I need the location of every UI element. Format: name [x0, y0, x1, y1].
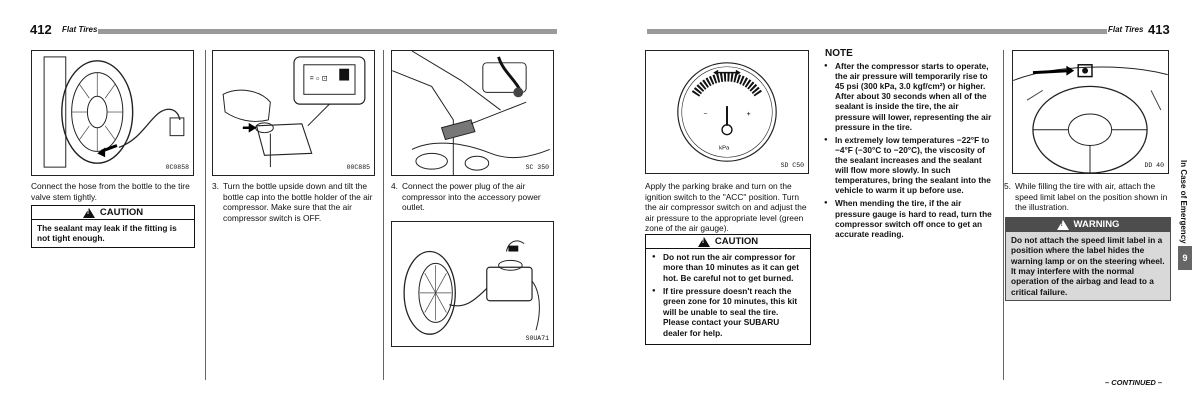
figure-pressure-gauge	[645, 50, 809, 174]
column-divider	[383, 50, 384, 380]
step-number: 3.	[212, 181, 219, 191]
header-rule-right	[647, 29, 1107, 34]
dashboard-illustration	[1013, 51, 1168, 173]
warning-title: WARNING	[1073, 219, 1120, 231]
figure-code: DD 40	[1144, 162, 1164, 170]
gauge-plus-label: +	[746, 110, 751, 118]
instruction-hose: Connect the hose from the bottle to the tire valve stem tightly.	[31, 181, 190, 202]
figure-code: 0C0858	[165, 164, 189, 172]
step-text: While filling the tire with air, attach the speed limit label on the position shown in the illustration.	[1015, 181, 1168, 212]
chapter-tab: 9	[1178, 246, 1192, 270]
note-item: ● In extremely low temperatures −22°F to −4°F (−30°C to −20°C), the viscosity of the sealant increases and the sealant will flow more slowly. In such temperatures, bring the sealant into the vehicle to warm it up before use.	[823, 135, 993, 196]
warning-box-speed-label	[1005, 217, 1171, 301]
svg-text:= ○ ⊡: = ○ ⊡	[309, 75, 328, 83]
figure-hose-valve	[31, 50, 194, 176]
pressure-gauge-illustration	[646, 51, 808, 173]
column-divider	[1003, 50, 1004, 380]
compressor-tire-illustration	[392, 222, 553, 346]
caution-box-compressor	[645, 234, 811, 345]
note-title: NOTE	[825, 48, 853, 59]
figure-compressor-tire	[391, 221, 554, 347]
warning-triangle-icon	[83, 208, 95, 218]
step-5	[1004, 181, 1171, 213]
bottle-holder-illustration	[213, 51, 374, 175]
figure-speed-label	[1012, 50, 1169, 174]
caution-header	[646, 235, 810, 249]
figure-bottle-holder	[212, 50, 375, 176]
section-title-right: Flat Tires	[1108, 25, 1144, 34]
figure-code: 00C885	[346, 164, 370, 172]
continued-label: – CONTINUED –	[1105, 378, 1163, 387]
warning-triangle-icon	[698, 237, 710, 247]
caution-item: ● Do not run the air compressor for more than 10 minutes as it can get hot. Be careful not to get burned.	[651, 252, 805, 283]
warning-text: Do not attach the speed limit label in a position where the label hides the warning lamp or on the steering wheel. It may interfere with the normal operation of the airbag and lead to a critical failure.	[1006, 232, 1170, 300]
instruction-apply-brake: Apply the parking brake and turn on the ignition switch to the "ACC" position. Turn the air compressor switch on and adjust the air pressure to the appropriate level (green zone of the air gauge).	[645, 181, 807, 233]
caution-item: ● If tire pressure doesn't reach the green zone for 10 minutes, this kit will be unable to seal the tire. Please contact your SUBARU dealer for help.	[651, 286, 805, 338]
step-number: 5.	[1004, 181, 1011, 191]
figure-code: SD C50	[780, 162, 804, 170]
section-title-left: Flat Tires	[62, 25, 98, 34]
step-number: 4.	[391, 181, 398, 191]
caution-list-container	[646, 249, 810, 344]
column-divider	[205, 50, 206, 380]
note-item: ● After the compressor starts to operate, the air pressure will temporarily rise to 45 psi (300 kPa, 3.0 kgf/cm²) or higher. After about 30 seconds when all of the sealant is inside the tire, the air pressure will lower, representing the air pressure in the tire.	[823, 61, 993, 132]
chapter-side-title: In Case of Emergency	[1178, 160, 1188, 244]
warning-triangle-icon	[1057, 220, 1069, 230]
figure-code: SC 350	[525, 164, 549, 172]
step-text: Connect the power plug of the air compressor into the accessory power outlet.	[402, 181, 541, 212]
warning-header	[1006, 218, 1170, 232]
caution-text: The sealant may leak if the fitting is not tight enough.	[37, 223, 177, 244]
tire-valve-illustration	[32, 51, 193, 175]
figure-power-outlet	[391, 50, 554, 176]
caution-title: CAUTION	[714, 235, 759, 247]
step-3	[212, 181, 378, 223]
step-text: Turn the bottle upside down and tilt the bottle cap into the bottle holder of the air compressor. Make sure that the air compressor switch is OFF.	[223, 181, 373, 223]
note-item: ● When mending the tire, if the air pressure gauge is hard to read, turn the compressor switch off once to get an accurate reading.	[823, 198, 993, 238]
page-number-right: 413	[1148, 22, 1170, 37]
gauge-unit-label: kPa	[719, 145, 730, 152]
header-rule-left	[98, 29, 557, 34]
caution-header	[32, 206, 194, 220]
caution-box-sealant	[31, 205, 195, 248]
figure-code: S0UA71	[525, 335, 549, 343]
step-4	[391, 181, 555, 213]
page-number-left: 412	[30, 22, 52, 37]
gauge-minus-label: −	[703, 110, 708, 118]
power-outlet-illustration	[392, 51, 553, 175]
note-list	[823, 61, 993, 242]
caution-title: CAUTION	[99, 206, 144, 218]
